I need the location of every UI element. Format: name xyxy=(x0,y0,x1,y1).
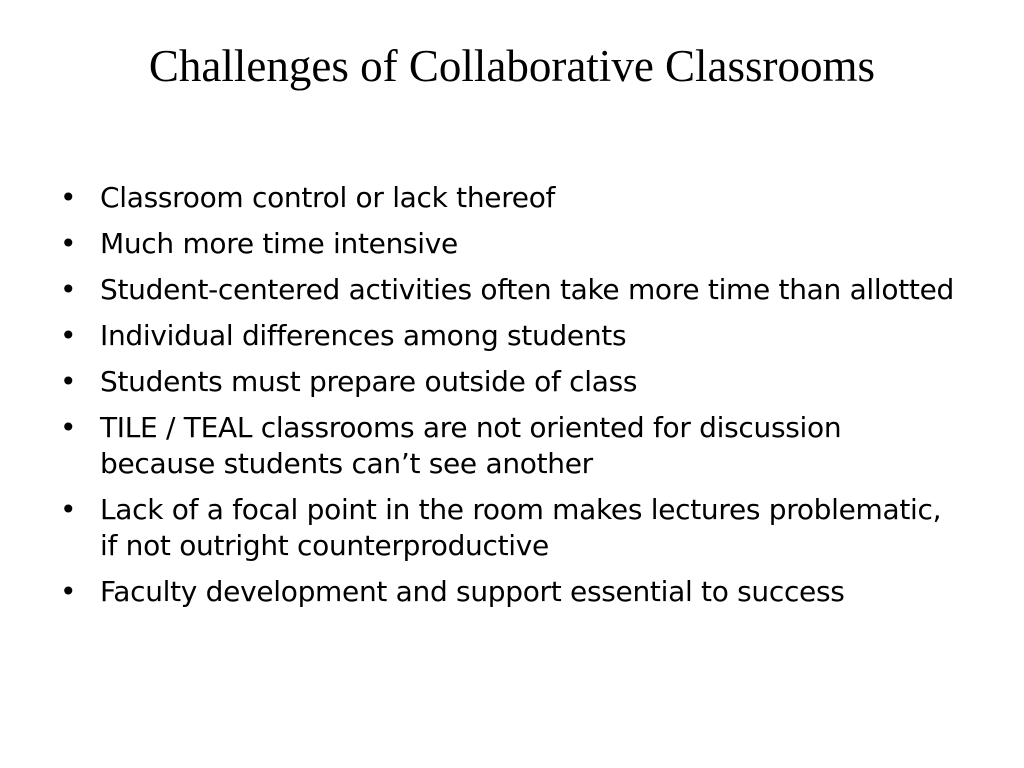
bullet-dot-icon: • xyxy=(60,411,77,444)
bullet-dot-icon: • xyxy=(60,365,77,398)
bullet-dot-icon: • xyxy=(60,319,77,352)
bullet-item xyxy=(58,492,958,564)
bullet-text: Lack of a focal point in the room makes lectures problematic, if not outright counterproductive xyxy=(100,493,942,562)
bullet-dot-icon: • xyxy=(60,181,77,214)
bullet-text: Individual differences among students xyxy=(100,319,627,352)
bullet-text: Faculty development and support essential to success xyxy=(100,575,845,608)
bullet-text: Students must prepare outside of class xyxy=(100,365,638,398)
bullet-item xyxy=(58,364,958,400)
bullet-dot-icon: • xyxy=(60,575,77,608)
bullet-item xyxy=(58,180,958,216)
bullet-item xyxy=(58,272,958,308)
bullet-item xyxy=(58,410,958,482)
bullet-dot-icon: • xyxy=(60,273,77,306)
bullet-dot-icon: • xyxy=(60,493,77,526)
bullet-text: Much more time intensive xyxy=(100,227,458,260)
bullet-dot-icon: • xyxy=(60,227,77,260)
bullet-list xyxy=(58,180,958,620)
bullet-item xyxy=(58,318,958,354)
bullet-text: Student-centered activities often take more time than allotted xyxy=(100,273,954,306)
bullet-text: Classroom control or lack thereof xyxy=(100,181,556,214)
bullet-item xyxy=(58,226,958,262)
slide-title: Challenges of Collaborative Classrooms xyxy=(148,41,876,91)
bullet-item xyxy=(58,574,958,610)
bullet-text: TILE / TEAL classrooms are not oriented for discussion because students can’t see another xyxy=(100,411,842,480)
